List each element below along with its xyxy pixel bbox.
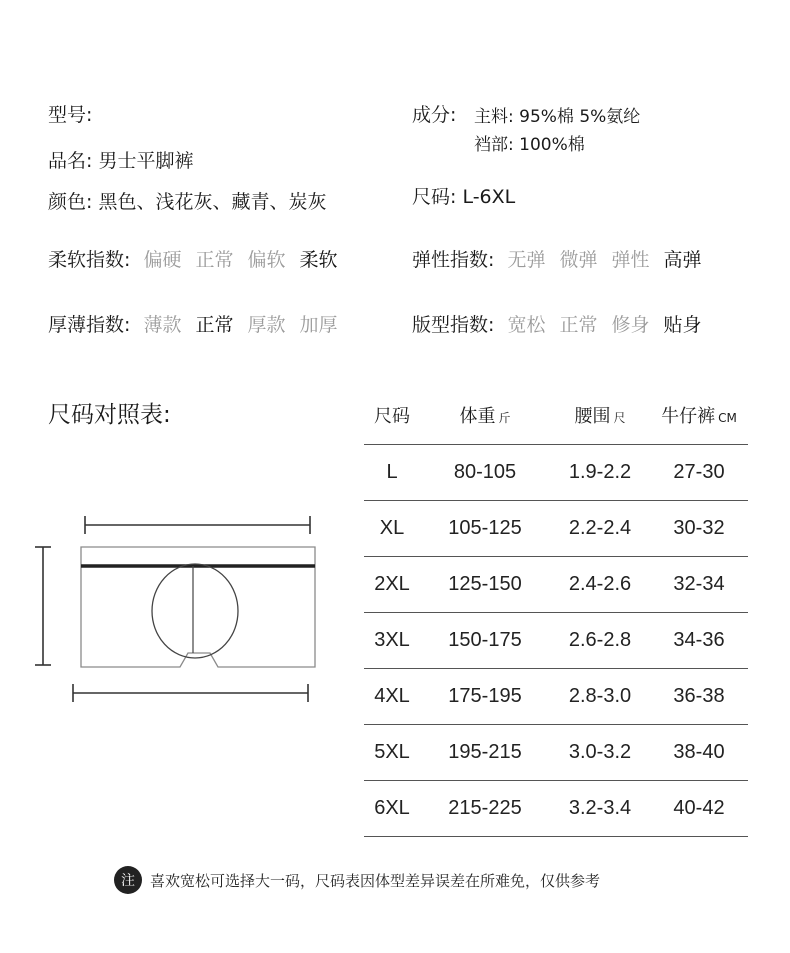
elasticity-option-2: 微弹 xyxy=(559,249,598,271)
cell-waist: 2.8-3.0 xyxy=(568,685,632,707)
size-range: 尺码: L-6XL xyxy=(412,186,516,208)
softness-option-1: 偏硬 xyxy=(143,249,182,271)
cell-weight: 175-195 xyxy=(448,685,522,707)
cell-jeans: 27-30 xyxy=(673,461,725,483)
table-row xyxy=(364,501,748,557)
table-row xyxy=(364,781,748,837)
cell-weight: 195-215 xyxy=(448,741,522,763)
elasticity-index xyxy=(412,245,716,272)
header-weight-unit: 斤 xyxy=(498,411,511,425)
cell-size: L xyxy=(386,461,398,483)
table-row xyxy=(364,669,748,725)
header-weight: 体重 xyxy=(459,406,496,427)
cell-weight: 150-175 xyxy=(448,629,522,651)
model-label: 型号: xyxy=(48,104,93,126)
elasticity-option-3: 弹性 xyxy=(611,249,650,271)
cell-waist: 2.6-2.8 xyxy=(568,629,632,651)
elasticity-option-1: 无弹 xyxy=(507,249,546,271)
cell-weight: 80-105 xyxy=(453,461,517,483)
product-name: 品名: 男士平脚裤 xyxy=(48,150,194,172)
header-waist-unit: 尺 xyxy=(613,411,626,425)
cell-jeans: 40-42 xyxy=(673,797,725,819)
table-row xyxy=(364,557,748,613)
elasticity-index-label: 弹性指数: xyxy=(412,249,495,271)
underwear-diagram xyxy=(30,505,330,710)
cell-size: 4XL xyxy=(374,685,410,707)
thickness-index xyxy=(48,310,352,337)
elasticity-options xyxy=(508,251,716,270)
product-colors: 颜色: 黑色、浅花灰、藏青、炭灰 xyxy=(48,191,327,213)
main-material: 主料: 95%棉 5%氨纶 xyxy=(474,107,641,127)
cell-waist: 3.2-3.4 xyxy=(568,797,632,819)
cell-waist: 1.9-2.2 xyxy=(568,461,632,483)
table-row xyxy=(364,725,748,781)
note-text: 喜欢宽松可选择大一码，尺码表因体型差异误差在所难免，仅供参考 xyxy=(150,872,601,890)
fit-options xyxy=(508,316,716,335)
size-table-body xyxy=(364,445,748,837)
softness-options xyxy=(144,251,352,270)
softness-option-2: 正常 xyxy=(195,249,234,271)
elasticity-option-4: 高弹 xyxy=(663,249,702,271)
fit-option-3: 修身 xyxy=(611,314,650,336)
cell-weight: 105-125 xyxy=(448,517,522,539)
thickness-option-3: 厚款 xyxy=(247,314,286,336)
thickness-option-4: 加厚 xyxy=(299,314,338,336)
cell-weight: 215-225 xyxy=(448,797,522,819)
cell-jeans: 30-32 xyxy=(673,517,725,539)
crotch-material: 裆部: 100%棉 xyxy=(474,135,585,155)
cell-size: 2XL xyxy=(374,573,410,595)
cell-jeans: 34-36 xyxy=(673,629,725,651)
cell-size: 3XL xyxy=(374,629,410,651)
cell-waist: 2.2-2.4 xyxy=(568,517,632,539)
header-size: 尺码 xyxy=(374,406,410,427)
softness-option-4: 柔软 xyxy=(299,249,338,271)
thickness-option-1: 薄款 xyxy=(143,314,182,336)
cell-waist: 3.0-3.2 xyxy=(568,741,632,763)
thickness-option-2: 正常 xyxy=(195,314,234,336)
composition-label: 成分: xyxy=(412,104,457,126)
softness-option-3: 偏软 xyxy=(247,249,286,271)
size-table xyxy=(364,386,748,837)
fit-option-1: 宽松 xyxy=(507,314,546,336)
fit-option-2: 正常 xyxy=(559,314,598,336)
softness-index-label: 柔软指数: xyxy=(48,249,131,271)
cell-weight: 125-150 xyxy=(448,573,522,595)
softness-index xyxy=(48,245,352,272)
header-waist: 腰围 xyxy=(574,406,611,427)
cell-size: XL xyxy=(379,517,405,539)
cell-waist: 2.4-2.6 xyxy=(568,573,632,595)
cell-jeans: 32-34 xyxy=(673,573,725,595)
table-row xyxy=(364,445,748,501)
cell-size: 5XL xyxy=(374,741,410,763)
size-table-header xyxy=(364,386,748,445)
size-chart-title: 尺码对照表: xyxy=(48,402,171,428)
cell-jeans: 38-40 xyxy=(673,741,725,763)
header-jeans: 牛仔裤 xyxy=(661,406,716,427)
table-row xyxy=(364,613,748,669)
cell-size: 6XL xyxy=(374,797,410,819)
fit-index-label: 版型指数: xyxy=(412,314,495,336)
fit-index xyxy=(412,310,716,337)
cell-jeans: 36-38 xyxy=(673,685,725,707)
fit-option-4: 贴身 xyxy=(663,314,702,336)
header-jeans-unit: CM xyxy=(718,411,737,425)
thickness-index-label: 厚薄指数: xyxy=(48,314,131,336)
thickness-options xyxy=(144,316,352,335)
note-badge: 注 xyxy=(114,866,142,894)
